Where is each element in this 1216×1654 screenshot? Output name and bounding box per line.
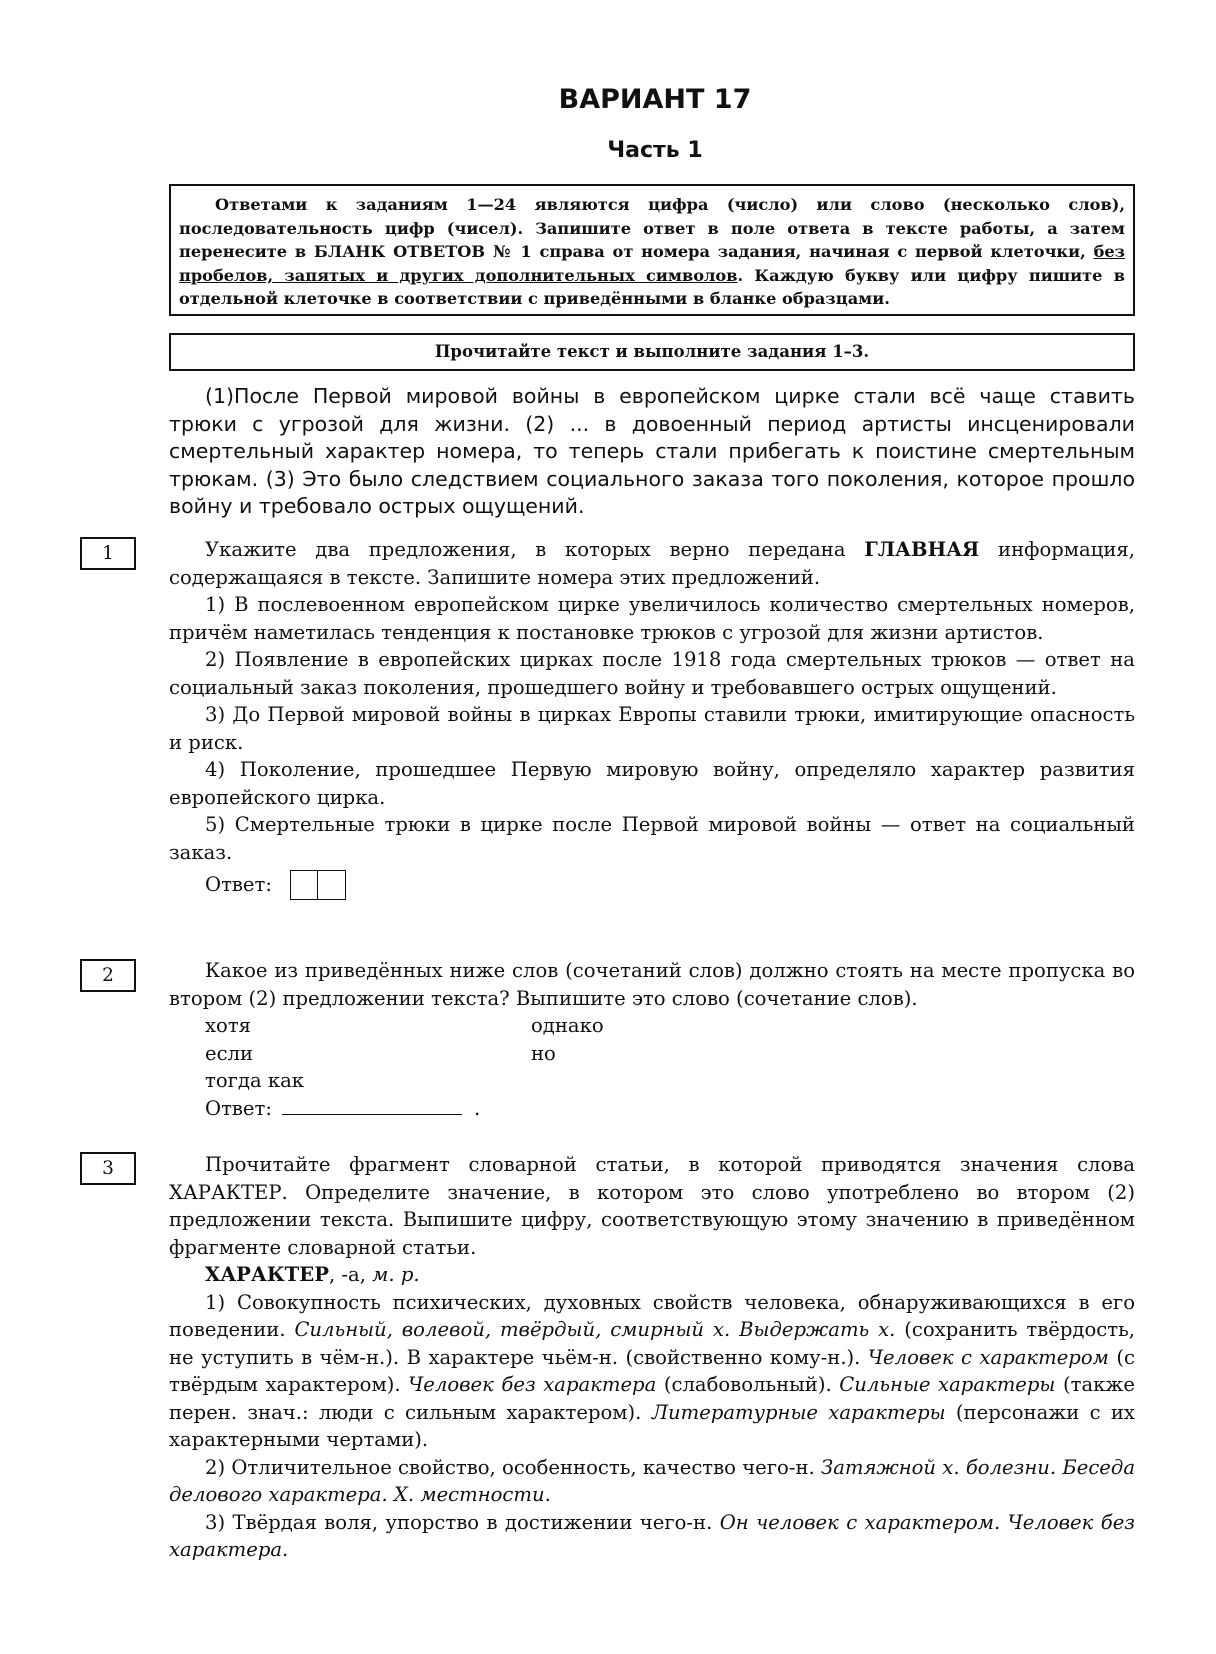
task-2-word: если <box>205 1041 254 1065</box>
task-2-word-list <box>169 1012 1135 1095</box>
dictionary-example: Затяжной х. болезни. Беседа делового характера. Х. местности. <box>169 1455 1135 1506</box>
task-2-word: но <box>531 1041 556 1065</box>
dictionary-text: (сохранить твёрдость, не уступить в чём-н.). В характере чьём-н. (свойственно кому-н.). <box>169 1318 1136 1369</box>
dictionary-example: Сильные характеры <box>839 1373 1056 1396</box>
dictionary-text: 3) Твёрдая воля, упорство в достижении чего-н. <box>205 1510 720 1534</box>
task-2 <box>169 957 1135 1122</box>
task-1-option-5: 5) Смертельные трюки в цирке после Первой мировой войны — ответ на социальный заказ. <box>169 813 1135 864</box>
task-3 <box>169 1151 1135 1564</box>
dictionary-text: (также перен. знач.: люди с сильным характером). <box>169 1373 1136 1424</box>
dictionary-text: (с твёрдым характером). <box>169 1345 1135 1396</box>
dictionary-text: 2) Отличительное свойство, особенность, качество чего-н. <box>205 1455 821 1479</box>
dictionary-meaning-1 <box>169 1289 1135 1454</box>
read-instruction: Прочитайте текст и выполните задания 1–3. <box>434 342 870 361</box>
task-2-word: однако <box>531 1014 604 1037</box>
dictionary-example: Человек с характером <box>867 1345 1109 1369</box>
dictionary-example: Человек без характера <box>408 1373 657 1396</box>
answer-cell[interactable] <box>318 870 346 900</box>
instructions-text: Ответами к заданиям 1—24 являются цифра (число) или слово (несколько слов), последовательность цифр (чисел). Запишите ответ в поле ответа в тексте работы, а затем перенесите в БЛАНК ОТВЕТОВ № 1 справа от номера задания, начиная с первой клеточки, без пробелов, запятых и других дополнительных символов. Каждую букву или цифру пишите в отдельной клеточке в соответствии с приведёнными в бланке образцами. <box>179 195 1125 308</box>
task-1 <box>169 536 1135 904</box>
task-1-question: Укажите два предложения, в которых верно передана ГЛАВНАЯ информация, содержащаяся в тексте. Запишите номера этих предложений. <box>169 538 1135 589</box>
dictionary-headword-line: ХАРАКТЕР, -а, м. р. <box>205 1263 420 1286</box>
instructions-underlined: без пробелов, запятых и других дополнительных символов <box>179 242 1125 285</box>
task-2-answer-blank[interactable] <box>282 1100 462 1115</box>
task-2-word: тогда как <box>205 1069 305 1092</box>
task-2-question: Какое из приведённых ниже слов (сочетаний слов) должно стоять на месте пропуска во втором (2) предложении текста? Выпишите это слово (сочетание слов). <box>169 959 1135 1010</box>
task-1-option-2: 2) Появление в европейских цирках после 1918 года смертельных трюков — ответ на социальный заказ поколения, прошедшего войну и требовавшего острых ощущений. <box>169 648 1135 699</box>
task-2-answer-label: Ответ: <box>205 1096 272 1120</box>
dictionary-example: Сильный, волевой, твёрдый, смирный х. Выдержать х. <box>294 1318 896 1341</box>
task-number-3: 3 <box>80 1152 136 1185</box>
task-2-word: хотя <box>205 1014 252 1037</box>
task-1-option-4: 4) Поколение, прошедшее Первую мировую войну, определяло характер развития европейского цирка. <box>169 758 1135 809</box>
reading-passage: (1)После Первой мировой войны в европейском цирке стали всё чаще ставить трюки с угрозой для жизни. (2) ... в довоенный период артисты инсценировали смертельный характер номера, то теперь стали прибегать к поистине смертельным трюкам. (3) Это было следствием социального заказа того поколения, которое прошло войну и требовало острых ощущений. <box>169 384 1135 518</box>
dictionary-headword: ХАРАКТЕР <box>205 1263 329 1286</box>
page-title: ВАРИАНТ 17 <box>558 84 752 115</box>
section-subtitle: Часть 1 <box>607 138 703 163</box>
dictionary-text: (персонажи с их характерными чертами). <box>169 1400 1135 1451</box>
instructions-box <box>169 184 1135 316</box>
task-1-option-1: 1) В послевоенном европейском цирке увеличилось количество смертельных номеров, причём наметилась тенденция к постановке трюков с угрозой для жизни артистов. <box>169 593 1135 644</box>
dictionary-example: Литературные характеры <box>651 1400 946 1424</box>
read-instruction-box <box>169 333 1135 371</box>
dictionary-example: Он человек с характером. Человек без характера. <box>169 1510 1135 1561</box>
dictionary-meaning-3 <box>169 1509 1135 1564</box>
task-1-answer-cells <box>290 870 346 900</box>
dictionary-text: 1) Совокупность психических, духовных свойств человека, обнаруживающихся в его поведении. <box>169 1290 1135 1341</box>
dictionary-meaning-2 <box>169 1454 1135 1509</box>
task-1-answer-label: Ответ: <box>205 873 272 897</box>
task-number-1: 1 <box>80 537 136 570</box>
task-number-2: 2 <box>80 959 136 992</box>
task-2-answer: Ответ: . <box>205 1096 481 1120</box>
dictionary-text: (слабовольный). <box>656 1373 840 1396</box>
task-1-answer <box>169 866 1135 904</box>
task-1-option-3: 3) До Первой мировой войны в цирках Европы ставили трюки, имитирующие опасность и риск. <box>169 703 1135 754</box>
answer-cell[interactable] <box>290 870 318 900</box>
task-3-question: Прочитайте фрагмент словарной статьи, в которой приводятся значения слова ХАРАКТЕР. Определите значение, в котором это слово употреблено во втором (2) предложении текста. Выпишите цифру, соответствующую этому значению в приведённом фрагменте словарной статьи. <box>169 1153 1135 1259</box>
